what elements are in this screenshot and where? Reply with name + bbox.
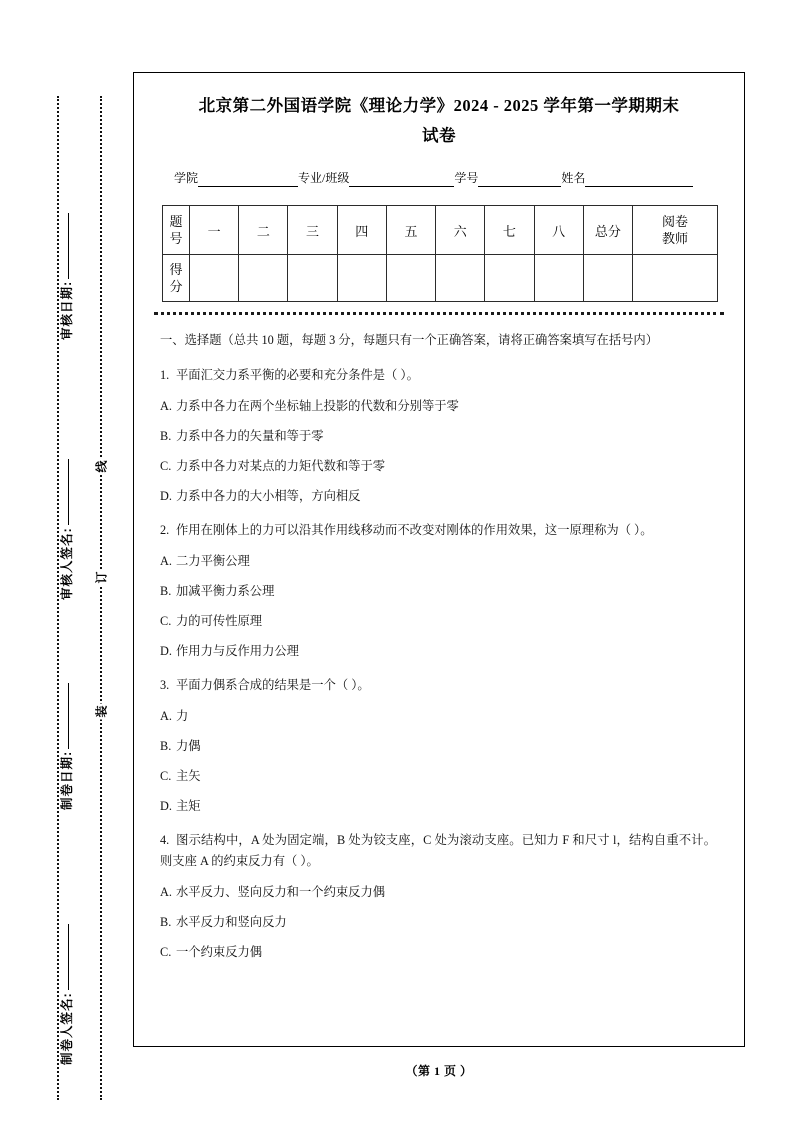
question-4-number: 4. [160, 833, 170, 847]
question-2-option-b[interactable] [160, 581, 716, 601]
score-value-total[interactable] [583, 255, 632, 302]
page-title-line1: 北京第二外国语学院《理论力学》2024 - 2025 学年第一学期期末 [198, 96, 680, 115]
question-2-option-a[interactable] [160, 551, 716, 571]
option-text: 二力平衡公理 [176, 554, 250, 568]
option-text: 力系中各力在两个坐标轴上投影的代数和分别等于零 [176, 399, 459, 413]
score-col-header-1: 一 [190, 206, 239, 255]
score-table-row-label-score [163, 255, 190, 302]
margin-rule [67, 459, 69, 525]
exam-paper-frame [133, 72, 745, 1047]
margin-label-producer-signature-text: 制卷人签名: [60, 992, 74, 1065]
option-text: 力系中各力的矢量和等于零 [176, 429, 324, 443]
score-value-4[interactable] [337, 255, 386, 302]
question-1-option-c[interactable] [160, 456, 716, 476]
score-col-header-teacher [633, 206, 718, 255]
option-letter: B. [160, 584, 172, 598]
question-4-stem [160, 830, 716, 872]
score-col-header-3: 三 [288, 206, 337, 255]
question-1-stem [160, 365, 716, 386]
option-text: 加减平衡力系公理 [176, 584, 275, 598]
score-value-1[interactable] [190, 255, 239, 302]
option-text: 力 [176, 709, 189, 723]
row-label-char-1: 得 [169, 262, 183, 277]
question-2-stem [160, 520, 716, 541]
field-major-class-input[interactable] [349, 173, 454, 187]
score-col-header-total: 总分 [583, 206, 632, 255]
question-2-option-c[interactable] [160, 611, 716, 631]
option-letter: D. [160, 489, 172, 503]
margin-label-production-date [57, 677, 75, 810]
field-name-label: 姓名 [561, 171, 586, 185]
score-value-7[interactable] [485, 255, 534, 302]
question-3-option-d[interactable] [160, 796, 716, 816]
option-letter: B. [160, 429, 172, 443]
question-3-text: 平面力偶系合成的结果是一个（ ）。 [176, 678, 370, 692]
score-table-row-label-question [163, 206, 190, 255]
teacher-header-char-2: 教师 [661, 231, 688, 246]
score-value-2[interactable] [239, 255, 288, 302]
score-value-teacher[interactable] [633, 255, 718, 302]
margin-label-producer-signature [57, 918, 75, 1065]
score-value-5[interactable] [386, 255, 435, 302]
field-name-input[interactable] [585, 173, 693, 187]
option-letter: C. [160, 614, 172, 628]
question-4-option-b[interactable] [160, 912, 716, 932]
option-text: 力偶 [176, 739, 201, 753]
page-footer: （第 1 页 ） [405, 1064, 473, 1078]
question-2-number: 2. [160, 523, 170, 537]
score-col-header-8: 八 [534, 206, 583, 255]
option-letter: A. [160, 554, 172, 568]
question-3-option-c[interactable] [160, 766, 716, 786]
option-letter: C. [160, 769, 172, 783]
margin-glyph-line: 线 [90, 459, 113, 475]
score-col-header-6: 六 [436, 206, 485, 255]
row-label-char-2: 分 [169, 279, 183, 294]
score-table [162, 205, 718, 302]
margin-label-reviewer-signature-text: 审核人签名: [60, 527, 74, 600]
option-letter: B. [160, 739, 172, 753]
field-major-class [298, 169, 454, 187]
score-col-header-4: 四 [337, 206, 386, 255]
option-letter: C. [160, 459, 172, 473]
field-student-id [454, 169, 561, 187]
margin-glyph-assemble: 装 [90, 704, 113, 720]
option-letter: A. [160, 399, 172, 413]
margin-label-review-date-text: 审核日期: [60, 280, 74, 340]
student-info-line [174, 169, 716, 187]
margin-rule [67, 924, 69, 990]
question-2-option-d[interactable] [160, 641, 716, 661]
option-text: 一个约束反力偶 [176, 945, 263, 959]
score-col-header-5: 五 [386, 206, 435, 255]
question-1-option-a[interactable] [160, 396, 716, 416]
option-text: 水平反力和竖向反力 [176, 915, 287, 929]
question-1-number: 1. [160, 368, 170, 382]
field-student-id-input[interactable] [478, 173, 561, 187]
field-college-input[interactable] [198, 173, 298, 187]
page-title-line2: 试卷 [422, 126, 456, 145]
field-name [561, 169, 693, 187]
question-3-option-b[interactable] [160, 736, 716, 756]
question-4-option-a[interactable] [160, 882, 716, 902]
score-table-value-row [163, 255, 718, 302]
score-col-header-2: 二 [239, 206, 288, 255]
row-label-char-1: 题 [169, 214, 183, 229]
question-3-stem [160, 675, 716, 696]
option-text: 力系中各力对某点的力矩代数和等于零 [176, 459, 386, 473]
option-text: 主矩 [176, 799, 201, 813]
field-major-class-label: 专业/班级 [298, 171, 350, 185]
score-table-wrap [162, 205, 718, 302]
margin-label-reviewer-signature [57, 453, 75, 600]
question-4-text: 图示结构中，A 处为固定端，B 处为铰支座，C 处为滚动支座。已知力 F 和尺寸 l，结构自重不计。则支座 A 的约束反力有（ ）。 [160, 833, 716, 868]
option-letter: C. [160, 945, 172, 959]
margin-rule [67, 213, 69, 279]
option-text: 力的可传性原理 [176, 614, 263, 628]
field-student-id-label: 学号 [454, 171, 479, 185]
question-3-option-a[interactable] [160, 706, 716, 726]
option-letter: A. [160, 885, 172, 899]
field-college-label: 学院 [174, 171, 199, 185]
option-letter: D. [160, 644, 172, 658]
section-heading-1: 一、选择题（总共 10 题，每题 3 分，每题只有一个正确答案，请将正确答案填写在括号内） [160, 333, 659, 347]
question-2-text: 作用在刚体上的力可以沿其作用线移动而不改变对刚体的作用效果，这一原理称为（ ）。 [176, 523, 653, 537]
option-text: 力系中各力的大小相等，方向相反 [176, 489, 361, 503]
margin-rule [67, 683, 69, 749]
inner-dotted-line [100, 96, 102, 1100]
row-label-char-2: 号 [169, 231, 183, 246]
question-1-option-b[interactable] [160, 426, 716, 446]
margin-label-review-date [57, 207, 75, 340]
option-text: 作用力与反作用力公理 [176, 644, 299, 658]
question-4-option-c[interactable] [160, 942, 716, 962]
option-letter: A. [160, 709, 172, 723]
option-text: 主矢 [176, 769, 201, 783]
score-table-header-row [163, 206, 718, 255]
question-1-option-d[interactable] [160, 486, 716, 506]
exam-body [160, 329, 716, 962]
score-value-3[interactable] [288, 255, 337, 302]
teacher-header-char-1: 阅卷 [661, 214, 688, 229]
score-value-8[interactable] [534, 255, 583, 302]
option-text: 水平反力、竖向反力和一个约束反力偶 [176, 885, 386, 899]
option-letter: D. [160, 799, 172, 813]
field-college [174, 169, 298, 187]
question-1-text: 平面汇交力系平衡的必要和充分条件是（ ）。 [176, 368, 419, 382]
margin-glyph-bind: 订 [90, 570, 113, 586]
score-value-6[interactable] [436, 255, 485, 302]
page-title [158, 91, 720, 151]
option-letter: B. [160, 915, 172, 929]
score-col-header-7: 七 [485, 206, 534, 255]
binding-margin-strip [0, 0, 133, 1122]
question-3-number: 3. [160, 678, 170, 692]
section-separator [154, 312, 724, 315]
margin-label-production-date-text: 制卷日期: [60, 750, 74, 810]
